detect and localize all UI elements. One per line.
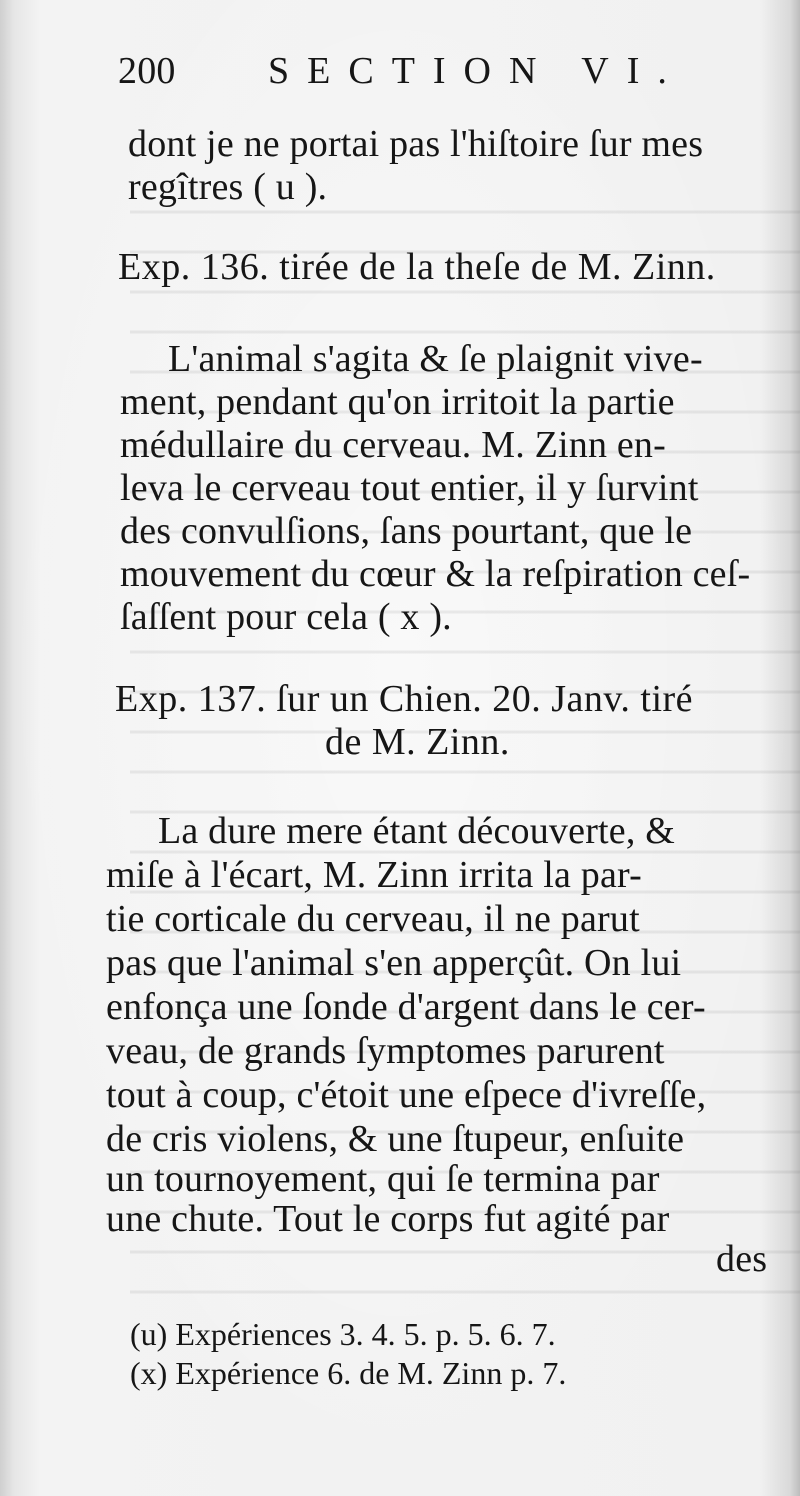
text-line: mouvement du cœur & la reſpiration ceſ- bbox=[120, 553, 751, 595]
text-line: La dure mere étant découverte, & bbox=[158, 810, 676, 852]
page-number: 200 bbox=[118, 50, 176, 92]
text-line: enfonça une ſonde d'argent dans le cer- bbox=[106, 986, 706, 1028]
text-line: dont je ne portai pas l'hiſtoire ſur mes bbox=[128, 123, 704, 165]
text-line: miſe à l'écart, M. Zinn irrita la par- bbox=[106, 854, 642, 896]
text-line: ſaſſent pour cela ( x ). bbox=[120, 596, 452, 638]
footnote: (u) Expériences 3. 4. 5. p. 5. 6. 7. bbox=[130, 1316, 556, 1352]
text-line: un tournoyement, qui ſe termina par bbox=[106, 1158, 660, 1200]
text-line: de cris violens, & une ſtupeur, enſuite bbox=[106, 1118, 685, 1160]
text-line: L'animal s'agita & ſe plaignit vive- bbox=[168, 338, 703, 380]
text-line: une chute. Tout le corps fut agité par bbox=[106, 1198, 670, 1240]
text-line: des convulſions, ſans pourtant, que le bbox=[120, 510, 693, 552]
text-line: veau, de grands ſymptomes parurent bbox=[106, 1030, 665, 1072]
text-line: pas que l'animal s'en apperçût. On lui bbox=[106, 942, 682, 984]
text-line: leva le cerveau tout entier, il y ſurvint bbox=[120, 467, 699, 509]
catchword: des bbox=[716, 1238, 768, 1280]
footnote: (x) Expérience 6. de M. Zinn p. 7. bbox=[130, 1355, 567, 1391]
experiment-heading: de M. Zinn. bbox=[325, 721, 510, 763]
running-header bbox=[118, 50, 685, 92]
text-line: tout à coup, c'étoit une eſpece d'ivreſſe, bbox=[106, 1074, 707, 1116]
text-line: regîtres ( u ). bbox=[128, 166, 328, 208]
experiment-heading: Exp. 136. tirée de la theſe de M. Zinn. bbox=[118, 246, 716, 288]
text-line: ment, pendant qu'on irritoit la partie bbox=[120, 381, 675, 423]
text-line: médullaire du cerveau. M. Zinn en- bbox=[120, 424, 666, 466]
experiment-heading: Exp. 137. ſur un Chien. 20. Janv. tiré bbox=[115, 678, 694, 720]
section-title: SECTION VI. bbox=[268, 50, 685, 92]
text-line: tie corticale du cerveau, il ne parut bbox=[106, 898, 640, 940]
